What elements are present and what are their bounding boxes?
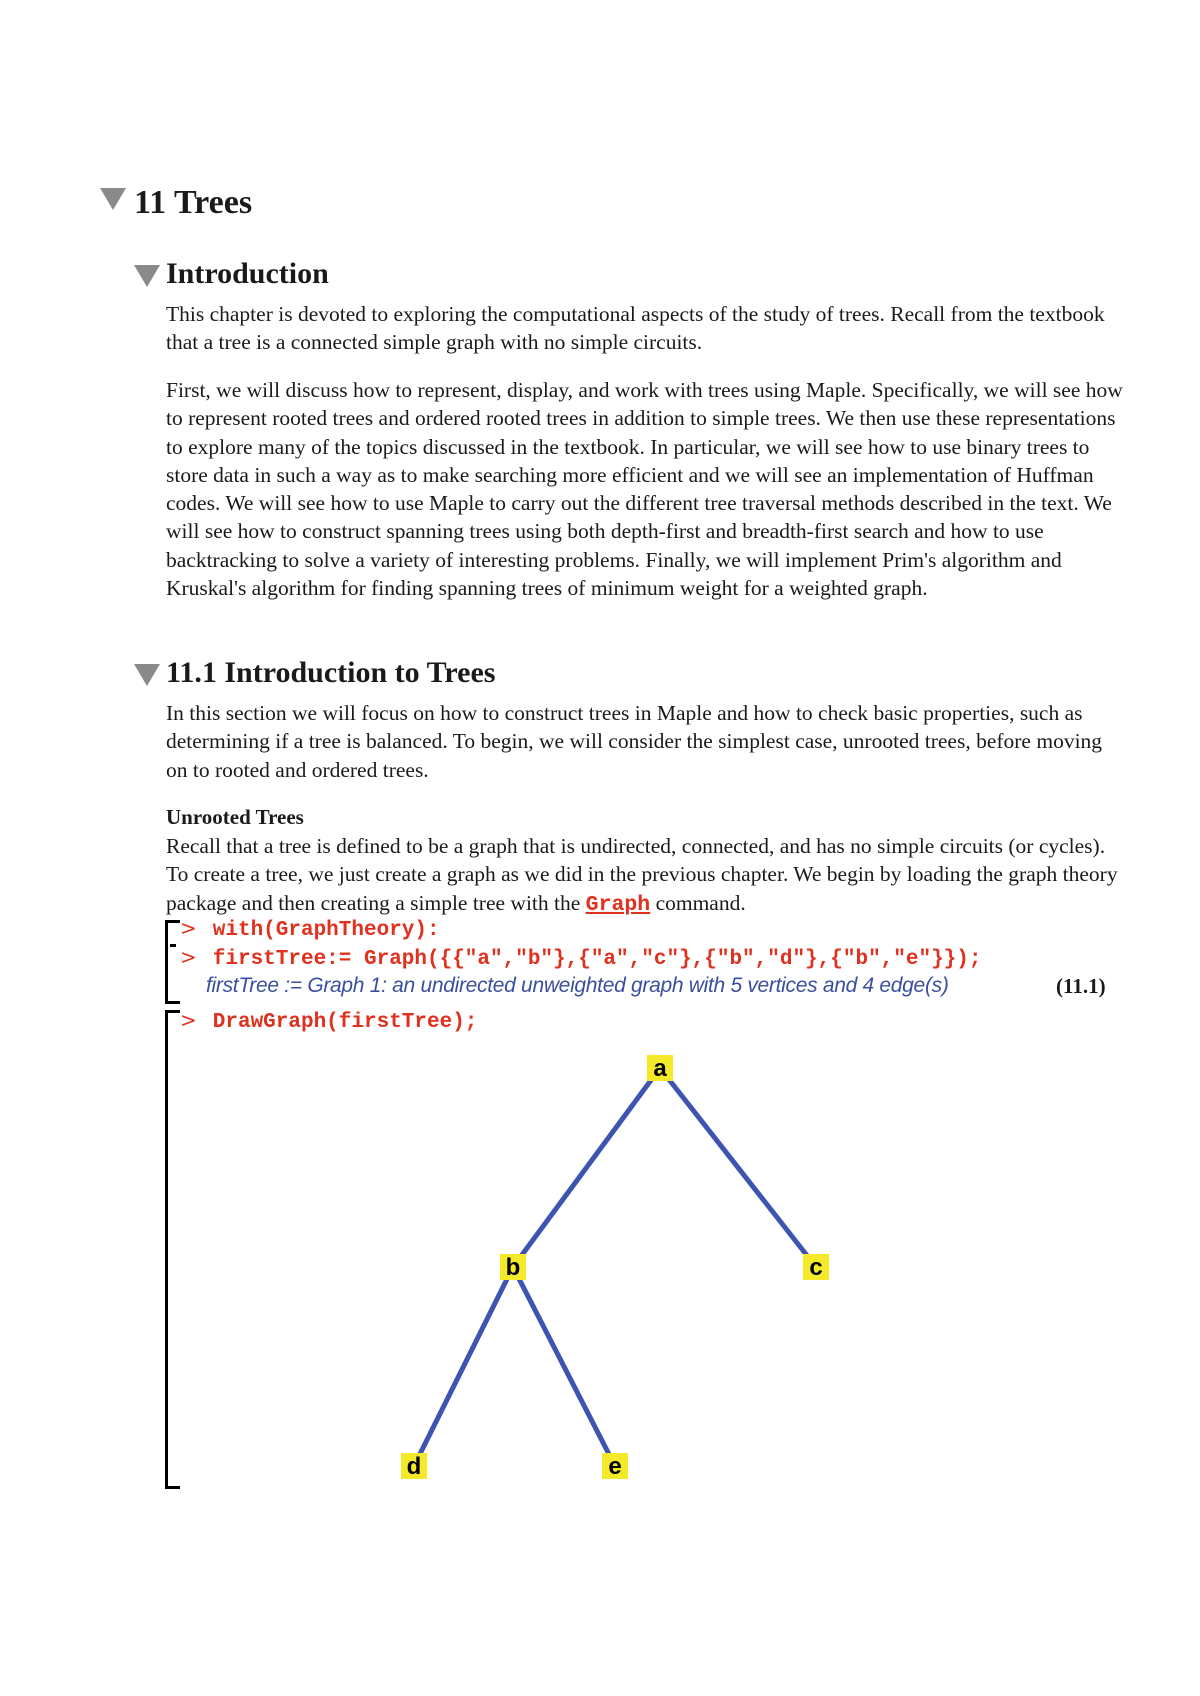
section-heading: 11.1 Introduction to Trees — [166, 656, 496, 689]
subsection-paragraph: Recall that a tree is defined to be a graph that is undirected, connected, and has no simple circuits (or cycles). To create a tree, we just create a graph as we did in the previous chapter. We begin by loading the graph theory package and then creating a simple tree with the Graph command. — [166, 834, 1118, 917]
tree-vertex-d — [401, 1453, 427, 1480]
tree-vertex-label: e — [608, 1453, 622, 1480]
tree-vertex-label: a — [653, 1055, 667, 1082]
chapter-title: 11 Trees — [134, 184, 253, 221]
prompt-icon: > — [180, 1008, 197, 1032]
intro-paragraph-1: This chapter is devoted to exploring the computational aspects of the study of trees. Recall from the textbook that a tree is a connected simple graph with no simple circuits. — [166, 302, 1105, 355]
intro-paragraph-2: First, we will discuss how to represent, display, and work with trees using Maple. Specifically, we will see how to represent rooted trees and ordered rooted trees in addition to simple trees. We then use these representations to explore many of the topics discussed in the textbook. In particular, we will see how to use binary trees to store data in such a way as to make searching more efficient and we will see an implementation of Huffman codes. We will see how to use Maple to carry out the different tree traversal methods described in the text. We will see how to construct spanning trees using both depth-first and breadth-first search and how to use backtracking to solve a variety of interesting problems. Finally, we will implement Prim's algorithm and Kruskal's algorithm for finding spanning trees of minimum weight for a weighted graph. — [166, 378, 1123, 601]
tree-vertex-e — [602, 1453, 628, 1480]
intro-heading: Introduction — [166, 257, 329, 290]
tree-vertex-label: c — [809, 1254, 823, 1281]
graph-help-link[interactable]: Graph — [585, 892, 651, 917]
tree-vertex-c — [803, 1254, 829, 1281]
command-create-graph[interactable]: firstTree:= Graph({{"a","b"},{"a","c"},{"b","d"},{"b","e"}}); — [212, 948, 982, 971]
tree-vertex-label: d — [406, 1453, 422, 1480]
tree-edge-a-c — [660, 1068, 816, 1267]
prompt-icon: > — [180, 945, 197, 969]
output-line: firstTree := Graph 1: an undirected unweighted graph with 5 vertices and 4 edge(s) — [206, 974, 949, 997]
equation-label: (11.1) — [1056, 974, 1106, 998]
tree-edge-b-d — [414, 1267, 513, 1466]
command-with-graphtheory[interactable]: with(GraphTheory): — [212, 919, 440, 942]
tree-vertex-label: b — [505, 1254, 521, 1281]
section-paragraph: In this section we will focus on how to construct trees in Maple and how to check basic properties, such as determining if a tree is balanced. To begin, we will consider the simplest case, unrooted trees, before moving on to rooted and ordered trees. — [166, 701, 1103, 782]
tree-vertex-a — [647, 1055, 673, 1082]
tree-edge-a-b — [513, 1068, 660, 1267]
tree-vertex-b — [500, 1254, 526, 1281]
tree-edge-b-e — [513, 1267, 615, 1466]
command-draw-graph[interactable]: DrawGraph(firstTree); — [212, 1011, 478, 1034]
prompt-icon: > — [180, 916, 197, 940]
subsection-heading: Unrooted Trees — [166, 805, 304, 829]
